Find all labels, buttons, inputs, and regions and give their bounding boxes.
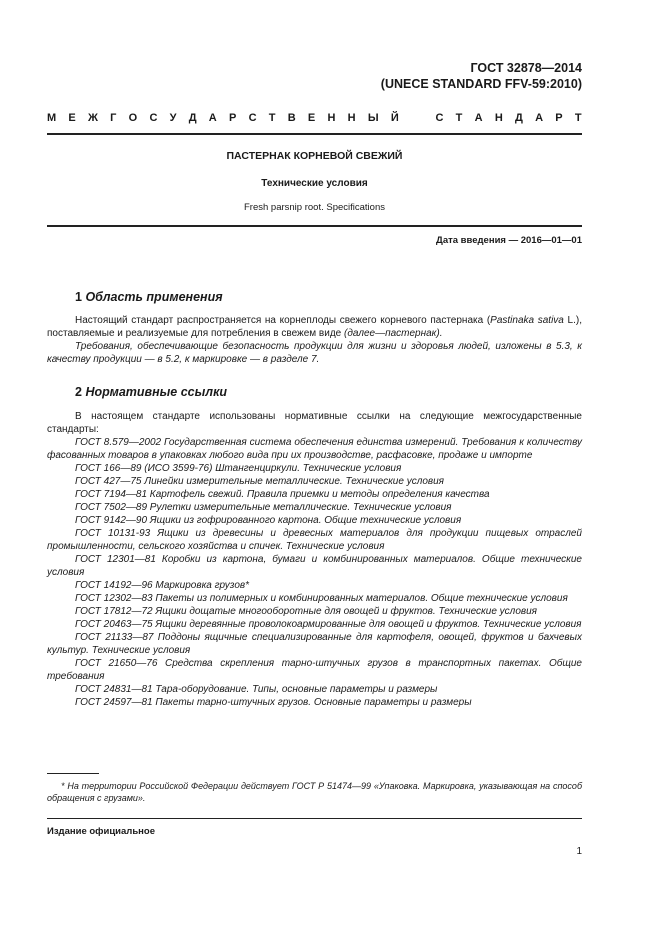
standard-code: ГОСТ 32878—2014 <box>470 61 582 75</box>
heading-letter: А <box>208 112 217 124</box>
section-1-title: Область применения <box>85 290 223 304</box>
section-1-body <box>47 314 582 366</box>
heading-letter: Т <box>268 112 276 124</box>
interstate-standard-heading <box>47 112 582 128</box>
footnote-rule <box>47 773 99 774</box>
reference-item: ГОСТ 20463—75 Ящики деревянные проволокоармированные для овощей и фруктов. Технические условия <box>75 619 582 630</box>
heading-letter: Р <box>555 112 563 124</box>
heading-letter: О <box>128 112 138 124</box>
reference-item: ГОСТ 427—75 Линейки измерительные металлические. Технические условия <box>75 476 445 487</box>
heading-letter: Н <box>494 112 503 124</box>
reference-item: ГОСТ 21650—76 Средства скрепления тарно-штучных грузов в транспортных пакетах. Общие требования <box>47 658 582 682</box>
footnote <box>47 780 582 804</box>
reference-item: ГОСТ 8.579—2002 Государственная система обеспечения единства измерений. Требования к количеству фасованных товаров в упаковках любого вида при их производстве, расфасовке, продаже и импорте <box>47 437 582 461</box>
document-subtitle: Технические условия <box>261 178 368 189</box>
section-2-title: Нормативные ссылки <box>85 385 228 399</box>
reference-item: ГОСТ 21133—87 Поддоны ящичные специализированные для картофеля, овощей, фруктов и бахчевых культур. Технические условия <box>47 632 582 656</box>
heading-letter: Е <box>307 112 316 124</box>
english-title: Fresh parsnip root. Specifications <box>244 202 385 213</box>
heading-letter: Н <box>347 112 356 124</box>
heading-letter: А <box>535 112 544 124</box>
heading-letter: Т <box>455 112 463 124</box>
reference-item: ГОСТ 166—89 (ИСО 3599-76) Штангенциркули. Технические условия <box>75 463 402 474</box>
page-number: 1 <box>576 846 582 857</box>
section-1-number: 1 <box>75 290 82 304</box>
heading-letter: У <box>169 112 177 124</box>
heading-letter: Ы <box>367 112 379 124</box>
official-edition: Издание официальное <box>47 826 155 837</box>
unece-code: (UNECE STANDARD FFV-59:2010) <box>380 77 582 91</box>
section-2-number: 2 <box>75 385 82 399</box>
standard-code-block <box>381 60 582 92</box>
effective-date: Дата введения — 2016—01—01 <box>436 235 582 246</box>
heading-letter: Н <box>327 112 336 124</box>
reference-list <box>47 436 582 709</box>
section-1-heading <box>75 290 223 304</box>
heading-letter: А <box>474 112 483 124</box>
heading-letter: Е <box>68 112 76 124</box>
heading-letter: Г <box>110 112 117 124</box>
heading-letter: Т <box>574 112 582 124</box>
heading-letter: В <box>287 112 296 124</box>
reference-item: ГОСТ 7194—81 Картофель свежий. Правила приемки и методы определения качества <box>75 489 490 500</box>
reference-item: ГОСТ 9142—90 Ящики из гофрированного картона. Общие технические условия <box>75 515 462 526</box>
heading-letter: Д <box>515 112 523 124</box>
footer-rule <box>47 818 582 819</box>
heading-letter: С <box>435 112 444 124</box>
document-title: ПАСТЕРНАК КОРНЕВОЙ СВЕЖИЙ <box>226 150 403 162</box>
heading-letter: С <box>149 112 158 124</box>
reference-item: ГОСТ 24597—81 Пакеты тарно-штучных грузов. Основные параметры и размеры <box>75 697 472 708</box>
section-2-body <box>47 410 582 709</box>
reference-item: ГОСТ 12302—83 Пакеты из полимерных и комбинированных материалов. Общие технические условия <box>75 593 568 604</box>
header-rule <box>47 133 582 135</box>
section-2-heading <box>75 385 227 399</box>
reference-item: ГОСТ 12301—81 Коробки из картона, бумаги и комбинированных материалов. Общие технические условия <box>47 554 582 578</box>
reference-item: ГОСТ 24831—81 Тара-оборудование. Типы, основные параметры и размеры <box>75 684 438 695</box>
reference-item: ГОСТ 14192—96 Маркировка грузов* <box>75 580 249 591</box>
footnote-text: * На территории Российской Федерации действует ГОСТ Р 51474—99 «Упаковка. Маркировка, указывающая на способ обращения с грузами». <box>47 781 582 803</box>
heading-letter: Р <box>228 112 237 124</box>
title-rule <box>47 225 582 227</box>
heading-letter: Ж <box>87 112 98 124</box>
references-intro: В настоящем стандарте использованы нормативные ссылки на следующие межгосударственные стандарты: <box>47 411 582 435</box>
scope-paragraph: Настоящий стандарт распространяется на корнеплоды свежего корневого пастернака (Pastinaka sativa L.), поставляемые и реализуемые для потребления в свежем виде (далее—пастернак). <box>47 315 582 339</box>
reference-item: ГОСТ 10131-93 Ящики из древесины и древесных материалов для продукции пищевых отраслей промышленности, сельского хозяйства и спичек. Технические условия <box>47 528 582 552</box>
heading-letter: С <box>248 112 257 124</box>
reference-item: ГОСТ 7502—89 Рулетки измерительные металлические. Технические условия <box>75 502 452 513</box>
heading-letter: Й <box>390 112 399 124</box>
heading-letter: М <box>47 112 57 124</box>
safety-paragraph: Требования, обеспечивающие безопасность продукции для жизни и здоровья людей, изложены в 5.3, к качеству продукции — в 5.2, к маркировке — в разделе 7. <box>47 341 582 365</box>
heading-letter: Д <box>188 112 197 124</box>
reference-item: ГОСТ 17812—72 Ящики дощатые многооборотные для овощей и фруктов. Технические условия <box>75 606 537 617</box>
